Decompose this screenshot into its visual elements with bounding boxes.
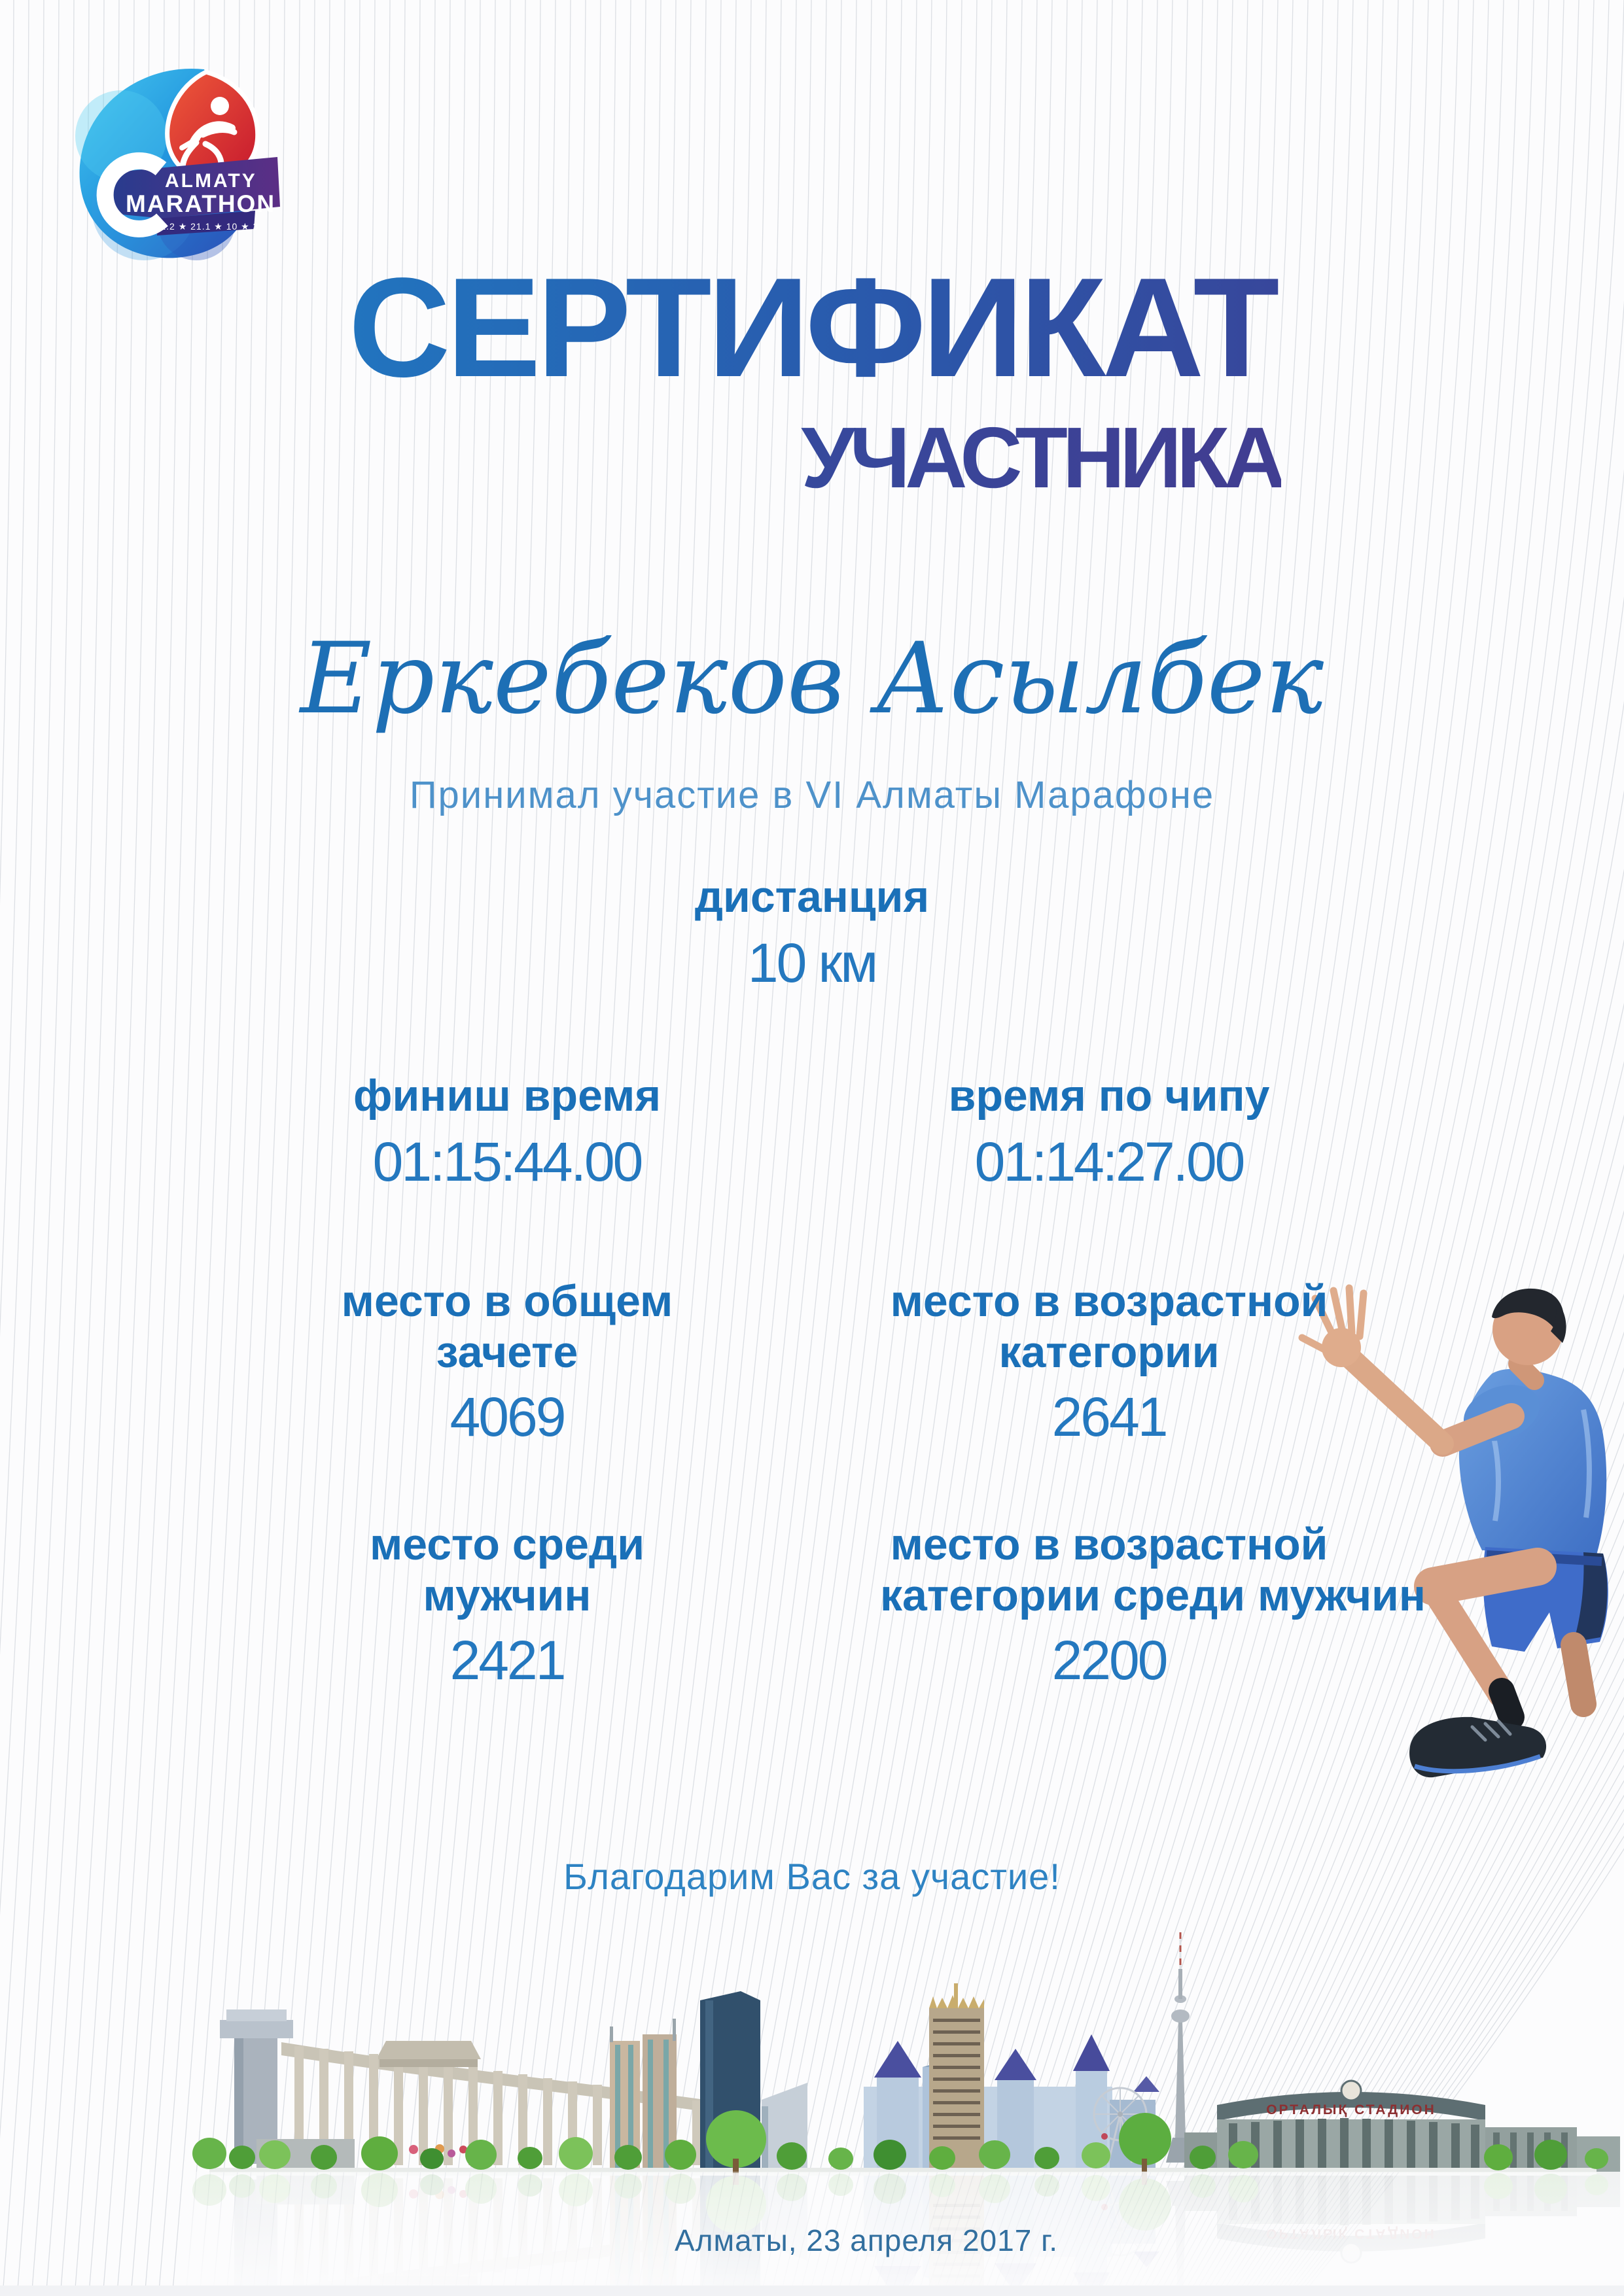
- thanks-line: Благодарим Вас за участие!: [563, 1856, 1061, 1897]
- hotel-kazakhstan: [929, 1983, 984, 2172]
- bottom-strip: [0, 2286, 1624, 2296]
- stat-men-label-line1: место среди: [369, 1520, 645, 1569]
- stat-age-men-label-line2: категории среди мужчин: [880, 1571, 1426, 1621]
- stat-chip-value: 01:14:27.00: [974, 1131, 1244, 1193]
- stat-distance: [0, 871, 1624, 995]
- runner-figure: [1302, 1288, 1608, 1777]
- stat-overall-label-line2: зачете: [436, 1327, 578, 1378]
- stat-age-men-label-line1: место в возрастной: [890, 1520, 1328, 1569]
- stat-finish-time: [291, 1070, 723, 1194]
- almaty-marathon-logo: [65, 58, 281, 267]
- logo-text-marathon: MARATHON: [126, 190, 276, 217]
- stat-overall-value: 4069: [450, 1386, 565, 1448]
- stadium-sign: ОРТАЛЫҚ СТАДИОН: [1266, 2102, 1436, 2117]
- certificate-subtitle: УЧАСТНИКА: [0, 415, 1281, 501]
- certificate-title: СЕРТИФИКАТ: [0, 256, 1624, 398]
- stat-chip-label: время по чипу: [948, 1071, 1270, 1121]
- stat-age-label-line2: категории: [998, 1327, 1220, 1378]
- stat-age-value: 2641: [1051, 1386, 1167, 1448]
- stat-age-place: [880, 1276, 1338, 1449]
- date-line: Алматы, 23 апреля 2017 г.: [674, 2223, 1059, 2257]
- stat-age-men-value: 2200: [1051, 1629, 1167, 1692]
- stat-chip-time: [880, 1070, 1338, 1194]
- stat-men-place: [291, 1519, 723, 1692]
- stat-finish-value: 01:15:44.00: [372, 1131, 642, 1193]
- tv-tower: [1166, 1932, 1195, 2163]
- stat-finish-label: финиш время: [353, 1071, 661, 1121]
- logo-text-distances: 42.2 ★ 21.1 ★ 10 ★ 3: [154, 221, 259, 232]
- event-line: Принимал участие в VI Алматы Марафоне: [409, 774, 1215, 816]
- stat-men-label-line2: мужчин: [423, 1571, 591, 1621]
- glass-buildings: [864, 2034, 1159, 2172]
- stat-overall-label-line1: место в общем: [341, 1276, 673, 1326]
- stat-age-label-line1: место в возрастной: [890, 1276, 1328, 1326]
- stat-men-value: 2421: [450, 1629, 565, 1692]
- logo-text-almaty: ALMATY: [165, 170, 257, 192]
- participant-name: Еркебеков Асылбек: [300, 622, 1324, 736]
- stat-overall-place: [291, 1276, 723, 1449]
- stat-age-men-place: [880, 1519, 1426, 1692]
- stat-distance-label: дистанция: [694, 872, 930, 922]
- stat-distance-value: 10 км: [747, 932, 877, 994]
